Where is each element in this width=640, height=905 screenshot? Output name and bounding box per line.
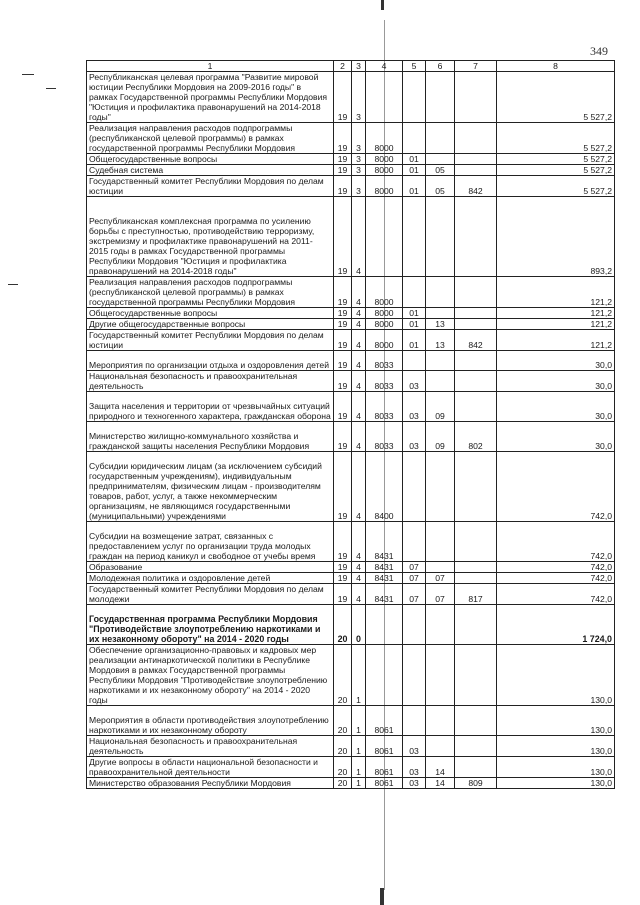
row-amount: 1 724,0	[497, 605, 615, 645]
row-col-7: 817	[455, 584, 497, 605]
row-name: Образование	[87, 562, 334, 573]
row-name: Молодежная политика и оздоровление детей	[87, 573, 334, 584]
row-col-7: 802	[455, 422, 497, 452]
row-col-3: 4	[352, 319, 366, 330]
scan-mark-left-1	[22, 74, 34, 75]
page-number: 349	[590, 44, 608, 58]
row-col-2: 19	[334, 308, 352, 319]
row-col-3: 4	[352, 308, 366, 319]
row-col-6: 05	[426, 176, 455, 197]
row-col-4: 8061	[366, 757, 403, 778]
row-name: Национальная безопасность и правоохранительная деятельность	[87, 371, 334, 392]
table-row	[87, 573, 615, 584]
row-col-7	[455, 165, 497, 176]
row-col-3: 4	[352, 452, 366, 522]
row-col-7	[455, 645, 497, 706]
row-col-5	[403, 522, 426, 562]
row-col-5: 03	[403, 392, 426, 422]
row-col-4: 8000	[366, 123, 403, 154]
row-col-5: 03	[403, 422, 426, 452]
row-col-5	[403, 72, 426, 123]
row-col-7	[455, 351, 497, 371]
row-col-3: 4	[352, 277, 366, 308]
row-name: Другие вопросы в области национальной безопасности и правоохранительной деятельности	[87, 757, 334, 778]
row-col-3: 1	[352, 757, 366, 778]
row-amount: 5 527,2	[497, 123, 615, 154]
row-amount: 121,2	[497, 319, 615, 330]
row-col-6	[426, 72, 455, 123]
row-name: Реализация направления расходов подпрограммы (республиканской целевой программы) в рамках государственной программы Республики Мордовия	[87, 277, 334, 308]
row-col-5: 01	[403, 165, 426, 176]
row-amount: 5 527,2	[497, 165, 615, 176]
row-col-5: 01	[403, 330, 426, 351]
row-col-2: 19	[334, 584, 352, 605]
row-col-5: 07	[403, 573, 426, 584]
row-col-3: 4	[352, 330, 366, 351]
row-col-3: 3	[352, 176, 366, 197]
row-col-3: 1	[352, 778, 366, 789]
header-col-8: 8	[497, 61, 615, 72]
row-col-3: 4	[352, 562, 366, 573]
table-row	[87, 319, 615, 330]
row-col-7	[455, 197, 497, 277]
row-col-2: 19	[334, 422, 352, 452]
row-col-4	[366, 72, 403, 123]
row-name: Республиканская целевая программа "Развитие мировой юстиции Республики Мордовия на 2009-2016 годы" в рамках Государственной программы Республики Мордовия "Юстиция и профилактика правонарушений на 2014-2018 годы"	[87, 72, 334, 123]
row-col-4: 8000	[366, 154, 403, 165]
row-col-4: 8061	[366, 778, 403, 789]
table-row	[87, 123, 615, 154]
row-name: Министерство жилищно-коммунального хозяйства и гражданской защиты населения Республики Мордовия	[87, 422, 334, 452]
table-row	[87, 605, 615, 645]
row-col-3: 4	[352, 422, 366, 452]
row-col-2: 19	[334, 452, 352, 522]
row-col-4: 8000	[366, 165, 403, 176]
row-col-6: 13	[426, 330, 455, 351]
row-name: Государственная программа Республики Мордовия "Противодействие злоупотреблению наркотиками и их незаконному обороту" на 2014 - 2020 годы	[87, 605, 334, 645]
scan-mark-top	[381, 0, 384, 10]
row-col-2: 20	[334, 757, 352, 778]
table-row	[87, 562, 615, 573]
row-col-6	[426, 562, 455, 573]
table-row	[87, 176, 615, 197]
row-col-4	[366, 645, 403, 706]
table-row	[87, 154, 615, 165]
row-col-6	[426, 522, 455, 562]
row-col-7	[455, 308, 497, 319]
row-col-3: 4	[352, 522, 366, 562]
row-amount: 121,2	[497, 277, 615, 308]
row-col-5	[403, 706, 426, 736]
row-col-5: 03	[403, 778, 426, 789]
row-name: Государственный комитет Республики Мордовия по делам юстиции	[87, 176, 334, 197]
row-name: Общегосударственные вопросы	[87, 154, 334, 165]
row-col-7: 809	[455, 778, 497, 789]
row-col-4: 8000	[366, 176, 403, 197]
row-col-6	[426, 605, 455, 645]
row-col-7	[455, 319, 497, 330]
header-col-2: 2	[334, 61, 352, 72]
table-row	[87, 308, 615, 319]
row-col-6: 14	[426, 757, 455, 778]
row-col-2: 20	[334, 645, 352, 706]
row-name: Реализация направления расходов подпрограммы (республиканской целевой программы) в рамках государственной программы Республики Мордовия	[87, 123, 334, 154]
row-col-2: 19	[334, 154, 352, 165]
row-col-7	[455, 522, 497, 562]
table-row	[87, 392, 615, 422]
row-col-5: 01	[403, 308, 426, 319]
row-name: Субсидии на возмещение затрат, связанных с предоставлением услуг по организации труда молодых граждан на период каникул и свободное от учебы время	[87, 522, 334, 562]
header-col-4: 4	[366, 61, 403, 72]
row-col-7	[455, 706, 497, 736]
row-col-5	[403, 123, 426, 154]
table-row	[87, 422, 615, 452]
row-col-2: 19	[334, 330, 352, 351]
row-col-6	[426, 371, 455, 392]
row-amount: 130,0	[497, 645, 615, 706]
row-amount: 742,0	[497, 573, 615, 584]
table-row	[87, 778, 615, 789]
scan-mark-left-2	[46, 88, 56, 89]
row-col-5	[403, 645, 426, 706]
table-row	[87, 757, 615, 778]
scan-mark-bottom	[380, 888, 384, 905]
row-col-2: 19	[334, 392, 352, 422]
row-col-4: 8000	[366, 308, 403, 319]
row-col-7: 842	[455, 176, 497, 197]
row-col-3: 1	[352, 736, 366, 757]
table-row	[87, 371, 615, 392]
row-col-4: 8431	[366, 573, 403, 584]
row-col-4: 8400	[366, 452, 403, 522]
row-col-2: 19	[334, 573, 352, 584]
row-name: Другие общегосударственные вопросы	[87, 319, 334, 330]
row-col-2: 19	[334, 277, 352, 308]
row-col-4	[366, 197, 403, 277]
row-col-6	[426, 308, 455, 319]
row-col-7	[455, 154, 497, 165]
row-col-5	[403, 197, 426, 277]
budget-table-body	[87, 72, 615, 789]
row-col-4: 8033	[366, 392, 403, 422]
row-col-6	[426, 154, 455, 165]
row-name: Обеспечение организационно-правовых и кадровых мер реализации антинаркотической политики в Республике Мордовия в рамках Государственной программы Республики Мордовия "Противодействие злоупотреблению наркотиками и их незаконному обороту" на 2014 - 2020 годы	[87, 645, 334, 706]
row-amount: 742,0	[497, 584, 615, 605]
row-col-7: 842	[455, 330, 497, 351]
table-row	[87, 522, 615, 562]
row-col-7	[455, 757, 497, 778]
row-amount: 30,0	[497, 422, 615, 452]
row-col-3: 3	[352, 72, 366, 123]
row-col-6	[426, 736, 455, 757]
table-row	[87, 452, 615, 522]
row-amount: 5 527,2	[497, 176, 615, 197]
row-col-4: 8061	[366, 706, 403, 736]
row-name: Мероприятия в области противодействия злоупотреблению наркотиками и их незаконному обороту	[87, 706, 334, 736]
row-col-7	[455, 573, 497, 584]
row-amount: 742,0	[497, 562, 615, 573]
row-col-2: 19	[334, 197, 352, 277]
row-col-5: 07	[403, 584, 426, 605]
row-name: Защита населения и территории от чрезвычайных ситуаций природного и техногенного характера, гражданская оборона	[87, 392, 334, 422]
row-col-4: 8000	[366, 330, 403, 351]
scan-mark-left-3	[8, 284, 18, 285]
row-amount: 742,0	[497, 452, 615, 522]
row-name: Республиканская комплексная программа по усилению борьбы с преступностью, противодействию терроризму, экстремизму и профилактике правонарушений на 2011-2015 годы в рамках Государственной программы Республики Мордовия "Юстиция и профилактика правонарушений на 2014-2018 годы"	[87, 197, 334, 277]
row-amount: 121,2	[497, 308, 615, 319]
row-col-7	[455, 72, 497, 123]
row-col-6	[426, 645, 455, 706]
row-col-3: 4	[352, 197, 366, 277]
row-col-2: 19	[334, 176, 352, 197]
header-col-1: 1	[87, 61, 334, 72]
row-col-5: 01	[403, 319, 426, 330]
row-col-7	[455, 562, 497, 573]
row-col-2: 19	[334, 319, 352, 330]
row-amount: 5 527,2	[497, 154, 615, 165]
row-col-6	[426, 351, 455, 371]
row-col-3: 1	[352, 706, 366, 736]
table-row	[87, 330, 615, 351]
row-amount: 130,0	[497, 736, 615, 757]
row-amount: 30,0	[497, 351, 615, 371]
row-col-7	[455, 452, 497, 522]
row-col-6	[426, 452, 455, 522]
row-col-3: 4	[352, 392, 366, 422]
row-col-3: 4	[352, 584, 366, 605]
table-header-row	[87, 61, 615, 72]
table-row	[87, 72, 615, 123]
row-col-5: 01	[403, 154, 426, 165]
row-amount: 5 527,2	[497, 72, 615, 123]
row-col-2: 19	[334, 123, 352, 154]
row-col-2: 19	[334, 562, 352, 573]
header-col-6: 6	[426, 61, 455, 72]
table-row	[87, 584, 615, 605]
row-col-6: 05	[426, 165, 455, 176]
row-col-7	[455, 371, 497, 392]
row-col-7	[455, 392, 497, 422]
header-col-3: 3	[352, 61, 366, 72]
row-col-6	[426, 197, 455, 277]
row-col-6: 09	[426, 422, 455, 452]
table-row	[87, 351, 615, 371]
row-col-5: 01	[403, 176, 426, 197]
row-name: Общегосударственные вопросы	[87, 308, 334, 319]
row-col-2: 19	[334, 165, 352, 176]
row-col-3: 3	[352, 123, 366, 154]
row-col-6	[426, 277, 455, 308]
table-row	[87, 197, 615, 277]
row-col-3: 4	[352, 573, 366, 584]
row-col-6: 07	[426, 573, 455, 584]
table-row	[87, 645, 615, 706]
row-amount: 893,2	[497, 197, 615, 277]
row-col-5	[403, 277, 426, 308]
row-name: Судебная система	[87, 165, 334, 176]
row-col-6: 09	[426, 392, 455, 422]
row-col-2: 20	[334, 736, 352, 757]
row-col-7	[455, 736, 497, 757]
row-name: Мероприятия по организации отдыха и оздоровления детей	[87, 351, 334, 371]
row-col-5: 03	[403, 371, 426, 392]
row-amount: 130,0	[497, 778, 615, 789]
row-col-6: 13	[426, 319, 455, 330]
row-col-4: 8061	[366, 736, 403, 757]
row-col-4: 8431	[366, 584, 403, 605]
row-col-3: 3	[352, 154, 366, 165]
row-col-4	[366, 605, 403, 645]
row-amount: 130,0	[497, 706, 615, 736]
row-col-3: 4	[352, 371, 366, 392]
row-col-6	[426, 706, 455, 736]
budget-table	[86, 60, 615, 789]
row-col-5: 07	[403, 562, 426, 573]
row-amount: 742,0	[497, 522, 615, 562]
row-col-7	[455, 605, 497, 645]
row-col-2: 19	[334, 371, 352, 392]
row-amount: 130,0	[497, 757, 615, 778]
row-col-6: 14	[426, 778, 455, 789]
table-row	[87, 165, 615, 176]
row-col-4: 8000	[366, 277, 403, 308]
header-col-5: 5	[403, 61, 426, 72]
row-name: Государственный комитет Республики Мордовия по делам молодежи	[87, 584, 334, 605]
row-col-6	[426, 123, 455, 154]
row-col-7	[455, 277, 497, 308]
row-col-6: 07	[426, 584, 455, 605]
row-col-4: 8000	[366, 319, 403, 330]
row-col-3: 0	[352, 605, 366, 645]
row-col-4: 8431	[366, 522, 403, 562]
header-col-7: 7	[455, 61, 497, 72]
row-col-5: 03	[403, 736, 426, 757]
row-amount: 30,0	[497, 392, 615, 422]
row-amount: 121,2	[497, 330, 615, 351]
row-col-4: 8033	[366, 422, 403, 452]
row-name: Субсидии юридическим лицам (за исключением субсидий государственным учреждениям), индивидуальным предпринимателям, физическим лицам - производителям товаров, работ, услуг, а также некоммерческим организациям, не являющимся государственными (муниципальными) учреждениями	[87, 452, 334, 522]
row-col-5	[403, 351, 426, 371]
row-name: Министерство образования Республики Мордовия	[87, 778, 334, 789]
row-col-4: 8033	[366, 371, 403, 392]
row-col-3: 1	[352, 645, 366, 706]
row-name: Государственный комитет Республики Мордовия по делам юстиции	[87, 330, 334, 351]
row-col-4: 8033	[366, 351, 403, 371]
table-row	[87, 736, 615, 757]
row-col-2: 20	[334, 706, 352, 736]
row-col-2: 20	[334, 605, 352, 645]
table-row	[87, 706, 615, 736]
row-col-7	[455, 123, 497, 154]
row-col-5	[403, 605, 426, 645]
row-col-2: 19	[334, 351, 352, 371]
row-col-2: 19	[334, 72, 352, 123]
table-row	[87, 277, 615, 308]
row-col-2: 19	[334, 522, 352, 562]
row-col-3: 3	[352, 165, 366, 176]
row-col-5	[403, 452, 426, 522]
row-col-2: 20	[334, 778, 352, 789]
row-col-5: 03	[403, 757, 426, 778]
row-col-4: 8431	[366, 562, 403, 573]
row-amount: 30,0	[497, 371, 615, 392]
row-col-3: 4	[352, 351, 366, 371]
row-name: Национальная безопасность и правоохранительная деятельность	[87, 736, 334, 757]
